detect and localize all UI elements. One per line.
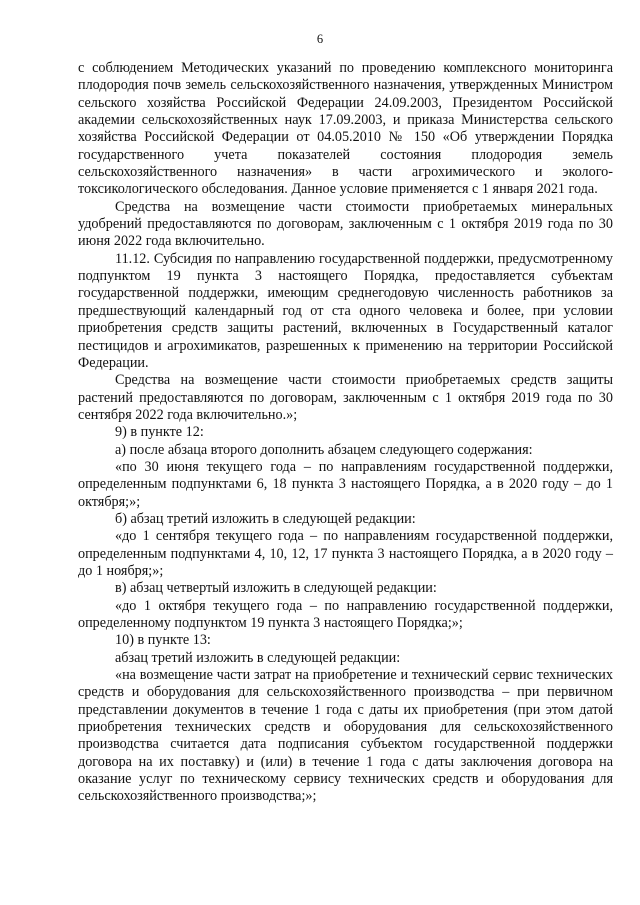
- paragraph-item-10: 10) в пункте 13:: [115, 632, 211, 649]
- paragraph-continuation: с соблюдением Методических указаний по проведению комплексного мониторинга плодородия почв земель сельскохозяйственного назначения, утвержденных Министром сельского хозяйства Российской Федерации 24.09.2003, Президентом Российской академии сельскохозяйственных наук 17.09.2003, и приказа Министерства сельского хозяйства Российской Федерации от 04.05.2010 № 150 «Об утверждении Порядка государственного учета показателей состояния плодородия земель сельскохозяйственного назначения» в части агрохимического и эколого-токсикологического обследования. Данное условие применяется с 1 января 2021 года.: [78, 60, 613, 198]
- paragraph-item-9c-text: «до 1 октября текущего года – по направлению государственной поддержки, определенному подпунктом 19 пункта 3 настоящего Порядка;»;: [78, 597, 613, 631]
- page-number: 6: [316, 32, 324, 46]
- paragraph-item-9a-text: «по 30 июня текущего года – по направлениям государственной поддержки, определенным подпунктами 6, 18 пункта 3 настоящего Порядка, а в 2020 году – до 1 октября;»;: [78, 458, 613, 510]
- paragraph-item-10-text: «на возмещение части затрат на приобретение и технический сервис технических средств и оборудования для сельскохозяйственного производства – при первичном представлении документов в течение 1 года с даты их приобретения (при этом датой приобретения технических средств и оборудования для сельскохозяйственного производства считается дата подписания субъектом государственной поддержки договора на их поставку) и (или) в течение 1 года с даты заключения договора на оказание услуг по техническому сервису технических средств и оборудования для сельскохозяйственного производства;»;: [78, 667, 613, 805]
- paragraph-item-9a: а) после абзаца второго дополнить абзацем следующего содержания:: [115, 441, 533, 458]
- paragraph-item-9: 9) в пункте 12:: [115, 424, 204, 441]
- paragraph-item-9c: в) абзац четвертый изложить в следующей редакции:: [115, 580, 437, 597]
- paragraph-item-10-intro: абзац третий изложить в следующей редакции:: [115, 649, 401, 666]
- paragraph-fertilizer-contracts: Средства на возмещение части стоимости приобретаемых минеральных удобрений предоставляются по договорам, заключенным с 1 октября 2019 года по 30 июня 2022 года включительно.: [78, 198, 613, 250]
- paragraph-plant-protection-contracts: Средства на возмещение части стоимости приобретаемых средств защиты растений предоставляются по договорам, заключенным с 1 октября 2019 года по 30 сентября 2022 года включительно.»;: [78, 372, 613, 423]
- document-body: [78, 60, 613, 806]
- paragraph-11-12-subsidy: 11.12. Субсидия по направлению государственной поддержки, предусмотренному подпунктом 19 пункта 3 настоящего Порядка, предоставляется субъектам государственной поддержки, имеющим среднегодовую численность работников за предшествующий календарный год от ста одного человека и более, при условии приобретения средств защиты растений, включенных в Государственный каталог пестицидов и агрохимикатов, разрешенных к применению на территории Российской Федерации.: [78, 250, 613, 371]
- paragraph-item-9b: б) абзац третий изложить в следующей редакции:: [115, 510, 416, 527]
- paragraph-item-9b-text: «до 1 сентября текущего года – по направлениям государственной поддержки, определенным подпунктами 4, 10, 12, 17 пункта 3 настоящего Порядка, а в 2020 году – до 1 ноября;»;: [78, 528, 613, 579]
